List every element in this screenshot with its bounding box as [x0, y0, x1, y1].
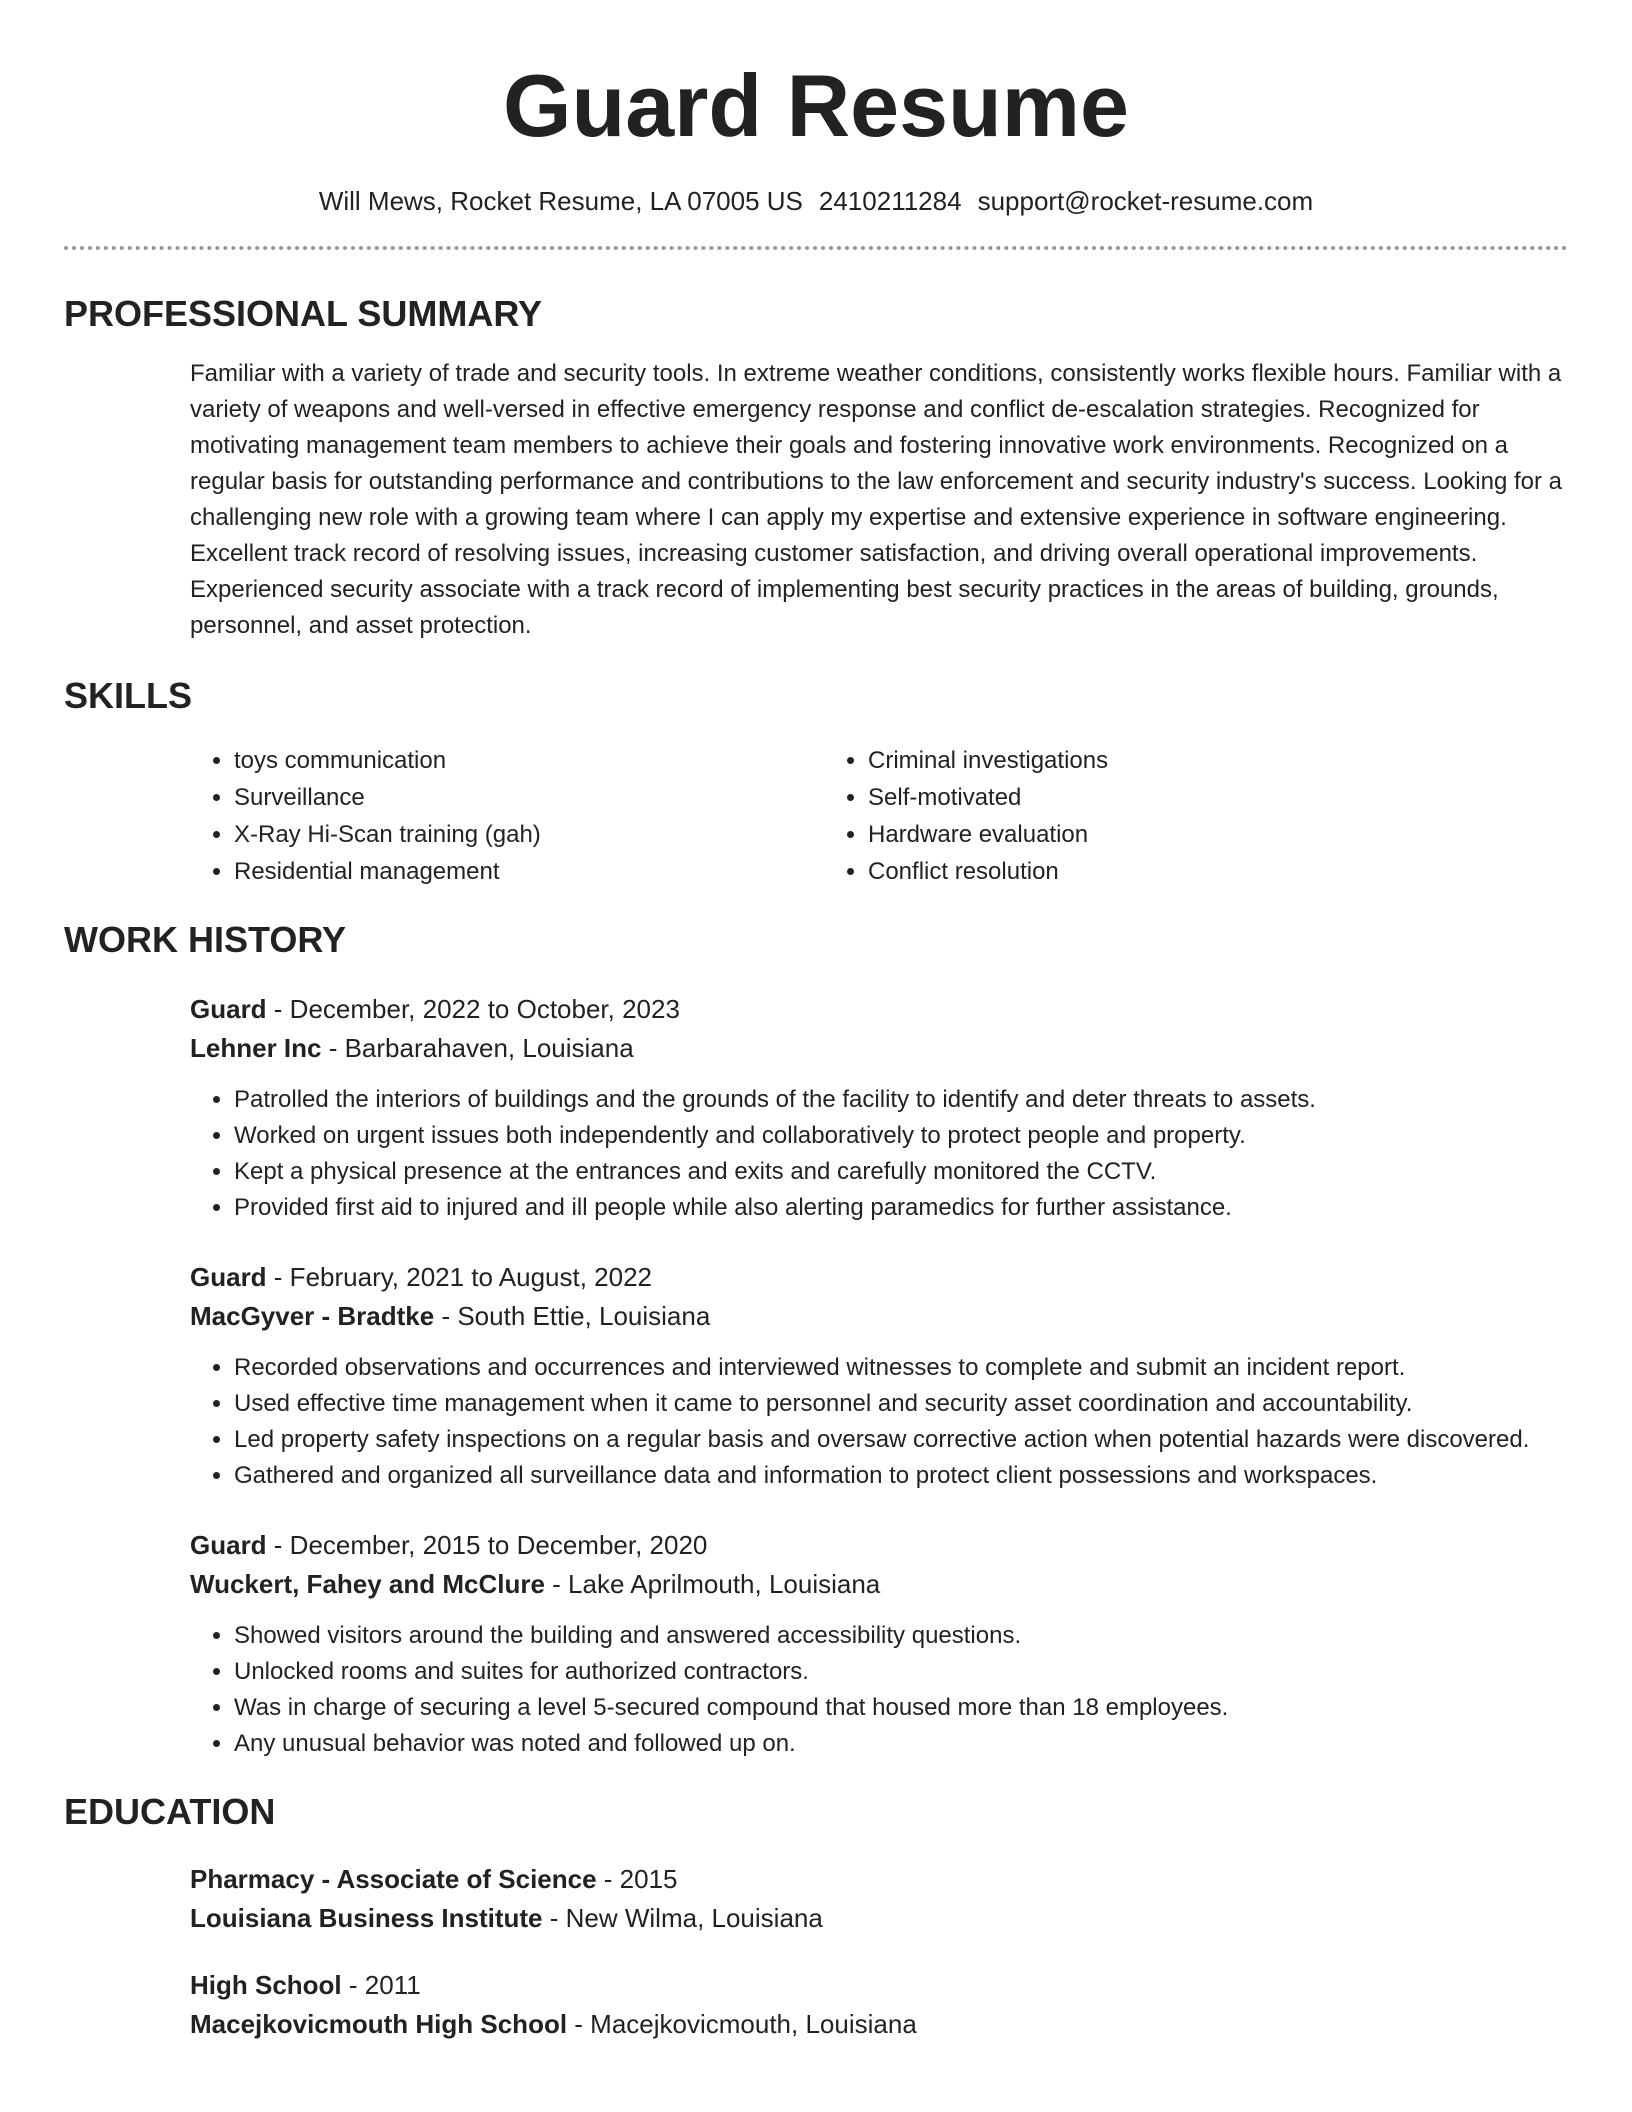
- job-company-line: [190, 1565, 1568, 1604]
- school: Louisiana Business Institute: [190, 1903, 543, 1933]
- job-company-line: [190, 1029, 1568, 1068]
- skills-grid: [190, 742, 1568, 890]
- job-duties: [190, 1082, 1568, 1226]
- summary-text: Familiar with a variety of trade and security tools. In extreme weather conditions, consistently works flexible hours. Familiar with a variety of weapons and well-versed in effective emergency response and conflict de-escalation strategies. Recognized for motivating management team members to achieve their goals and fostering innovative work environments. Recognized on a regular basis for outstanding performance and contributions to the law enforcement and security industry's success. Looking for a challenging new role with a growing team where I can apply my expertise and extensive experience in software engineering. Excellent track record of resolving issues, increasing customer satisfaction, and driving overall operational improvements. Experienced security associate with a track record of implementing best security practices in the areas of building, grounds, personnel, and asset protection.: [190, 360, 1562, 639]
- skill-item: • Surveillance: [234, 779, 824, 816]
- school-line: [190, 2005, 1568, 2044]
- school-location: - Macejkovicmouth, Louisiana: [567, 2009, 917, 2039]
- job-title-line: [190, 1258, 1568, 1297]
- education-entry: [190, 1860, 1568, 1938]
- contact-address: Will Mews, Rocket Resume, LA 07005 US: [318, 186, 803, 216]
- skill-item: • X-Ray Hi-Scan training (gah): [234, 816, 824, 853]
- job-dates: - February, 2021 to August, 2022: [266, 1262, 653, 1292]
- job-dates: - December, 2015 to December, 2020: [266, 1530, 708, 1560]
- job-location: - Barbarahaven, Louisiana: [321, 1033, 634, 1063]
- skill-item: • toys communication: [234, 742, 824, 779]
- education-heading: EDUCATION: [64, 1791, 276, 1832]
- skills-section: [64, 674, 1568, 890]
- contact-email: support@rocket-resume.com: [977, 186, 1314, 216]
- skills-list-right: [824, 742, 1458, 890]
- skill-item: • Hardware evaluation: [868, 816, 1458, 853]
- duty-item: • Led property safety inspections on a regular basis and oversaw corrective action when potential hazards were discovered.: [234, 1422, 1568, 1458]
- contact-line: [64, 184, 1568, 218]
- job-title-line: [190, 990, 1568, 1029]
- duty-item: • Patrolled the interiors of buildings and the grounds of the facility to identify and deter threats to assets.: [234, 1082, 1568, 1118]
- duty-item: • Provided first aid to injured and ill people while also alerting paramedics for further assistance.: [234, 1190, 1568, 1226]
- job-location: - South Ettie, Louisiana: [434, 1301, 711, 1331]
- job-duties: [190, 1350, 1568, 1494]
- job-title-line: [190, 1526, 1568, 1565]
- duty-item: • Gathered and organized all surveillance data and information to protect client possessions and workspaces.: [234, 1458, 1568, 1494]
- duty-item: • Any unusual behavior was noted and followed up on.: [234, 1726, 1568, 1762]
- duty-item: • Unlocked rooms and suites for authorized contractors.: [234, 1654, 1568, 1690]
- job-dates: - December, 2022 to October, 2023: [266, 994, 680, 1024]
- job-entry: [190, 990, 1568, 1226]
- duty-item: • Recorded observations and occurrences and interviewed witnesses to complete and submit an incident report.: [234, 1350, 1568, 1386]
- duty-item: • Was in charge of securing a level 5-secured compound that housed more than 18 employees.: [234, 1690, 1568, 1726]
- degree-year: - 2015: [596, 1864, 678, 1894]
- duty-item: • Worked on urgent issues both independently and collaboratively to protect people and property.: [234, 1118, 1568, 1154]
- degree-line: [190, 1966, 1568, 2005]
- job-entry: [190, 1526, 1568, 1762]
- page-title: Guard Resume: [503, 56, 1129, 155]
- job-title: Guard: [190, 1530, 267, 1560]
- summary-heading: PROFESSIONAL SUMMARY: [64, 293, 543, 334]
- work-history-heading: WORK HISTORY: [64, 919, 347, 960]
- education-entry: [190, 1966, 1568, 2044]
- skill-item: • Residential management: [234, 853, 824, 890]
- work-history-section: [64, 918, 1568, 1762]
- contact-phone: 2410211284: [818, 186, 962, 216]
- job-company: Wuckert, Fahey and McClure: [190, 1569, 545, 1599]
- degree: Pharmacy - Associate of Science: [190, 1864, 597, 1894]
- skills-list-left: [190, 742, 824, 890]
- degree-year: - 2011: [341, 1970, 421, 2000]
- job-entry: [190, 1258, 1568, 1494]
- header-divider: [64, 246, 1568, 250]
- skill-item: • Conflict resolution: [868, 853, 1458, 890]
- skills-heading: SKILLS: [64, 675, 193, 716]
- degree: High School: [190, 1970, 342, 2000]
- job-location: - Lake Aprilmouth, Louisiana: [544, 1569, 881, 1599]
- job-company-line: [190, 1297, 1568, 1336]
- degree-line: [190, 1860, 1568, 1899]
- job-title: Guard: [190, 1262, 267, 1292]
- summary-section: [64, 292, 1568, 644]
- duty-item: • Used effective time management when it came to personnel and security asset coordination and accountability.: [234, 1386, 1568, 1422]
- duty-item: • Showed visitors around the building and answered accessibility questions.: [234, 1618, 1568, 1654]
- job-company: MacGyver - Bradtke: [190, 1301, 435, 1331]
- job-title: Guard: [190, 994, 267, 1024]
- school: Macejkovicmouth High School: [190, 2009, 568, 2039]
- school-location: - New Wilma, Louisiana: [542, 1903, 823, 1933]
- education-section: [64, 1790, 1568, 2044]
- skill-item: • Self-motivated: [868, 779, 1458, 816]
- job-company: Lehner Inc: [190, 1033, 322, 1063]
- duty-item: • Kept a physical presence at the entrances and exits and carefully monitored the CCTV.: [234, 1154, 1568, 1190]
- school-line: [190, 1899, 1568, 1938]
- skill-item: • Criminal investigations: [868, 742, 1458, 779]
- job-duties: [190, 1618, 1568, 1762]
